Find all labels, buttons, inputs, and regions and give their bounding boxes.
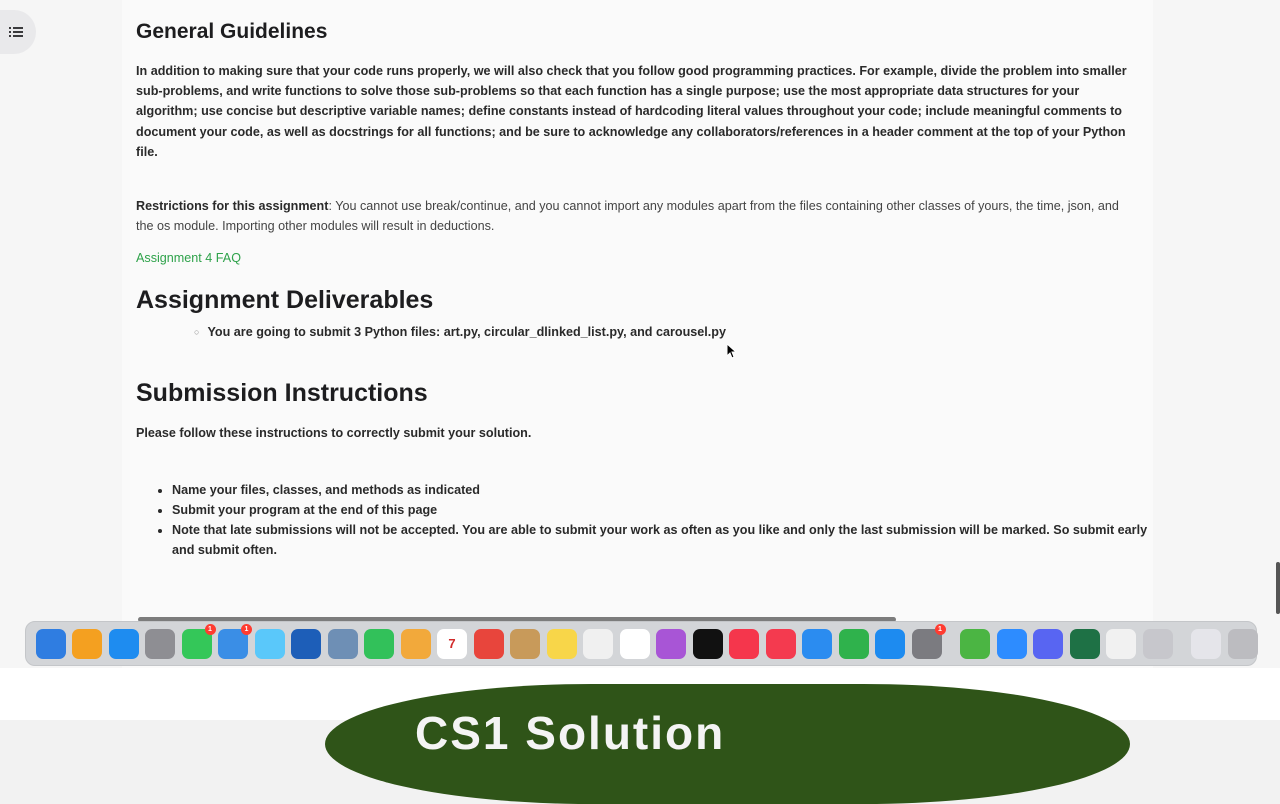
notification-badge: 1 xyxy=(241,624,252,635)
submission-intro: Please follow these instructions to correctly submit your solution. xyxy=(136,426,532,440)
safari-icon[interactable] xyxy=(109,629,139,659)
textedit-icon[interactable] xyxy=(1106,629,1136,659)
general-guidelines-text: In addition to making sure that your code runs properly, we will also check that you follow good programming practices. For example, divide the problem into smaller sub-problems, and write functions to solve those sub-problems so that each function has a single purpose; use the most appropriate data structures for your algorithm; use concise but descriptive variable names; define constants instead of hardcoding literal values throughout your code; include meaningful comments to document your code, as well as docstrings for all functions; and be sure to acknowledge any collaborators/references in a header comment at the top of your Python file. xyxy=(136,64,1127,159)
general-guidelines-heading: General Guidelines xyxy=(136,20,328,43)
numbers-icon[interactable] xyxy=(839,629,869,659)
script-editor-icon[interactable] xyxy=(1143,629,1173,659)
list-item: • Name your files, classes, and methods as indicated xyxy=(172,480,1152,500)
downloads-folder-icon[interactable] xyxy=(1191,629,1221,659)
mail-icon[interactable] xyxy=(218,625,249,659)
deliverables-item-files: art.py, circular_dlinked_list.py, and carousel.py xyxy=(443,325,726,339)
deliverables-item-prefix: You are going to submit 3 Python files: xyxy=(207,325,441,339)
facetime-icon[interactable] xyxy=(364,629,394,659)
zoom-icon[interactable] xyxy=(997,629,1027,659)
right-margin xyxy=(1153,0,1280,668)
list-item: • Note that late submissions will not be accepted. You are able to submit your work as often as you like and only the last submission will be marked. So submit early and submit often. xyxy=(172,520,1152,560)
podcasts-icon[interactable] xyxy=(656,629,686,659)
messages-icon[interactable] xyxy=(182,625,212,659)
deliverables-item xyxy=(194,325,726,339)
mouse-cursor-icon xyxy=(727,344,737,364)
dock xyxy=(25,621,1257,666)
notes-icon[interactable] xyxy=(547,629,577,659)
launchpad-icon[interactable] xyxy=(145,629,175,659)
word-icon[interactable] xyxy=(291,629,321,659)
page-content xyxy=(122,0,1153,668)
assignment-faq-link[interactable]: Assignment 4 FAQ xyxy=(136,251,241,265)
discord-icon[interactable] xyxy=(1033,629,1063,659)
utorrent-icon[interactable] xyxy=(960,629,990,659)
submission-heading: Submission Instructions xyxy=(136,379,428,407)
preview-icon[interactable] xyxy=(328,629,358,659)
deliverables-heading: Assignment Deliverables xyxy=(136,286,434,314)
music-icon[interactable] xyxy=(729,629,759,659)
green-banner xyxy=(325,684,1130,804)
left-margin xyxy=(0,0,122,668)
list-icon xyxy=(9,26,23,38)
system-settings-icon[interactable] xyxy=(912,625,942,659)
pencil-app-icon[interactable] xyxy=(72,629,102,659)
restrictions-paragraph xyxy=(136,196,1136,236)
banner-text: CS1 Solution xyxy=(415,707,726,759)
restrictions-label: Restrictions for this assignment xyxy=(136,199,329,213)
calendar-icon[interactable]: 7 xyxy=(437,629,467,659)
finder-icon[interactable] xyxy=(36,629,66,659)
trash-icon[interactable] xyxy=(1228,629,1258,659)
maps-icon[interactable] xyxy=(255,629,285,659)
excel-icon[interactable] xyxy=(1070,629,1100,659)
bullet-icon: ○ xyxy=(194,327,200,337)
apple-tv-icon[interactable] xyxy=(693,629,723,659)
keynote-icon[interactable] xyxy=(802,629,832,659)
submission-list xyxy=(156,480,1152,560)
notification-badge: 1 xyxy=(935,624,946,635)
contacts-icon[interactable] xyxy=(510,629,540,659)
list-item: • Submit your program at the end of this page xyxy=(172,500,1152,520)
freeform-icon[interactable] xyxy=(583,629,613,659)
reminders-icon[interactable] xyxy=(620,629,650,659)
notification-badge: 1 xyxy=(205,624,216,635)
news-icon[interactable] xyxy=(766,629,796,659)
vertical-scrollbar[interactable] xyxy=(1276,562,1280,614)
photos-icon[interactable] xyxy=(401,629,431,659)
app-store-icon[interactable] xyxy=(875,629,905,659)
chrome-icon[interactable] xyxy=(474,629,504,659)
restrictions-text: : You cannot use break/continue, and you cannot import any modules apart from the files containing other classes of yours, the time, json, and the os module. Importing other modules will result in deductions. xyxy=(136,199,1119,233)
